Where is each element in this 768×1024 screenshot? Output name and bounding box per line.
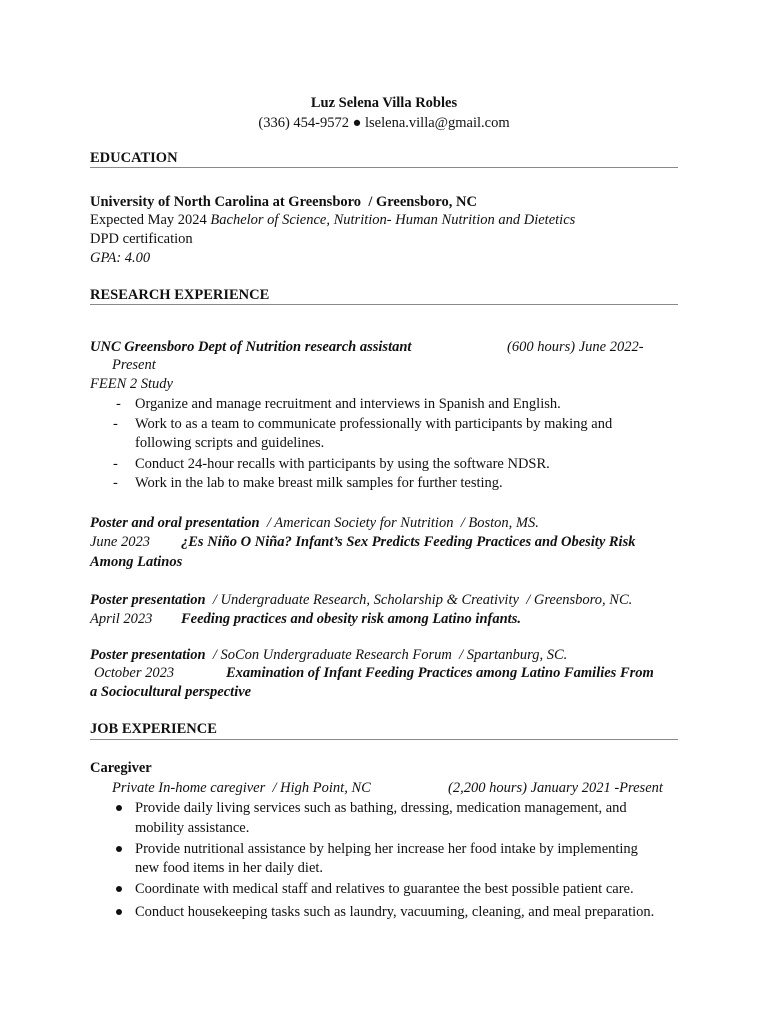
research-divider xyxy=(90,304,678,305)
research-hours-dates: (600 hours) June 2022- xyxy=(507,339,644,355)
presentation-location: / Spartanburg, SC. xyxy=(459,647,568,663)
research-present: Present xyxy=(112,357,156,373)
research-bullet: Organize and manage recruitment and interviews in Spanish and English. xyxy=(135,396,561,412)
school-name: University of North Carolina at Greensboro xyxy=(90,194,362,210)
job-divider xyxy=(90,739,678,740)
presentation-venue: / American Society for Nutrition xyxy=(266,515,454,531)
degree-line xyxy=(90,211,575,229)
job-bullet-continuation: new food items in her daily diet. xyxy=(135,860,324,876)
job-bullet: Provide daily living services such as bathing, dressing, medication management, and xyxy=(135,800,627,816)
presentation-header xyxy=(90,591,632,609)
education-school-line xyxy=(90,193,477,211)
bullet-dot xyxy=(116,846,122,852)
presentation-date: October 2023 xyxy=(94,665,175,681)
applicant-name: Luz Selena Villa Robles xyxy=(310,95,458,111)
job-title: Caregiver xyxy=(90,760,152,776)
research-bullet: Work in the lab to make breast milk samples for further testing. xyxy=(135,475,503,491)
education-heading: EDUCATION xyxy=(90,150,178,166)
job-bullet: Provide nutritional assistance by helping her increase her food intake by implementing xyxy=(135,841,638,857)
presentation-type: Poster presentation xyxy=(90,647,206,663)
presentation-date: April 2023 xyxy=(90,611,153,627)
job-employer-line xyxy=(112,779,371,797)
research-study-name: FEEN 2 Study xyxy=(90,376,173,392)
presentation-venue: / Undergraduate Research, Scholarship & Creativity xyxy=(212,592,519,608)
research-heading: RESEARCH EXPERIENCE xyxy=(90,287,270,303)
bullet-dash: - xyxy=(113,416,118,432)
presentation-title-continuation: Among Latinos xyxy=(90,554,183,570)
presentation-location: / Greensboro, NC. xyxy=(526,592,633,608)
education-divider xyxy=(90,167,678,168)
bullet-dash: - xyxy=(113,475,118,491)
presentation-location: / Boston, MS. xyxy=(460,515,539,531)
bullet-dot xyxy=(116,909,122,915)
gpa: GPA: 4.00 xyxy=(90,250,151,266)
job-bullet: Coordinate with medical staff and relatives to guarantee the best possible patient care. xyxy=(135,881,634,897)
presentation-title-continuation: a Sociocultural perspective xyxy=(90,684,252,700)
job-bullet: Conduct housekeeping tasks such as laundry, vacuuming, cleaning, and meal preparation. xyxy=(135,904,655,920)
email-address: lselena.villa@gmail.com xyxy=(365,115,510,131)
degree-name: Bachelor of Science, Nutrition- Human Nutrition and Dietetics xyxy=(210,212,576,228)
bullet-dot xyxy=(116,886,122,892)
bullet-dot xyxy=(116,805,122,811)
job-location: / High Point, NC xyxy=(272,780,371,796)
research-role: UNC Greensboro Dept of Nutrition research assistant xyxy=(90,339,412,355)
contact-line xyxy=(0,114,768,132)
presentation-header xyxy=(90,514,539,532)
expected-graduation: Expected May 2024 xyxy=(90,212,207,228)
school-location: / Greensboro, NC xyxy=(368,194,477,210)
job-employer: Private In-home caregiver xyxy=(112,780,266,796)
phone-number: (336) 454-9572 xyxy=(258,115,349,131)
presentation-type: Poster presentation xyxy=(90,592,206,608)
bullet-dash: - xyxy=(113,456,118,472)
presentation-type: Poster and oral presentation xyxy=(90,515,260,531)
research-bullet-continuation: following scripts and guidelines. xyxy=(135,435,325,451)
presentation-title: ¿Es Niño O Niña? Infant’s Sex Predicts Feeding Practices and Obesity Risk xyxy=(181,534,636,550)
job-hours-dates: (2,200 hours) January 2021 -Present xyxy=(448,780,663,796)
research-bullet: Work to as a team to communicate professionally with participants by making and xyxy=(135,416,613,432)
presentation-title: Feeding practices and obesity risk among Latino infants. xyxy=(181,611,521,627)
presentation-venue: / SoCon Undergraduate Research Forum xyxy=(212,647,452,663)
research-bullet: Conduct 24-hour recalls with participants by using the software NDSR. xyxy=(135,456,550,472)
job-bullet-continuation: mobility assistance. xyxy=(135,820,250,836)
job-heading: JOB EXPERIENCE xyxy=(90,721,217,737)
presentation-title: Examination of Infant Feeding Practices among Latino Families From xyxy=(226,665,654,681)
presentation-date: June 2023 xyxy=(90,534,150,550)
contact-separator: ● xyxy=(352,115,362,131)
certification: DPD certification xyxy=(90,231,193,247)
bullet-dash: - xyxy=(116,396,121,412)
presentation-header xyxy=(90,646,567,664)
